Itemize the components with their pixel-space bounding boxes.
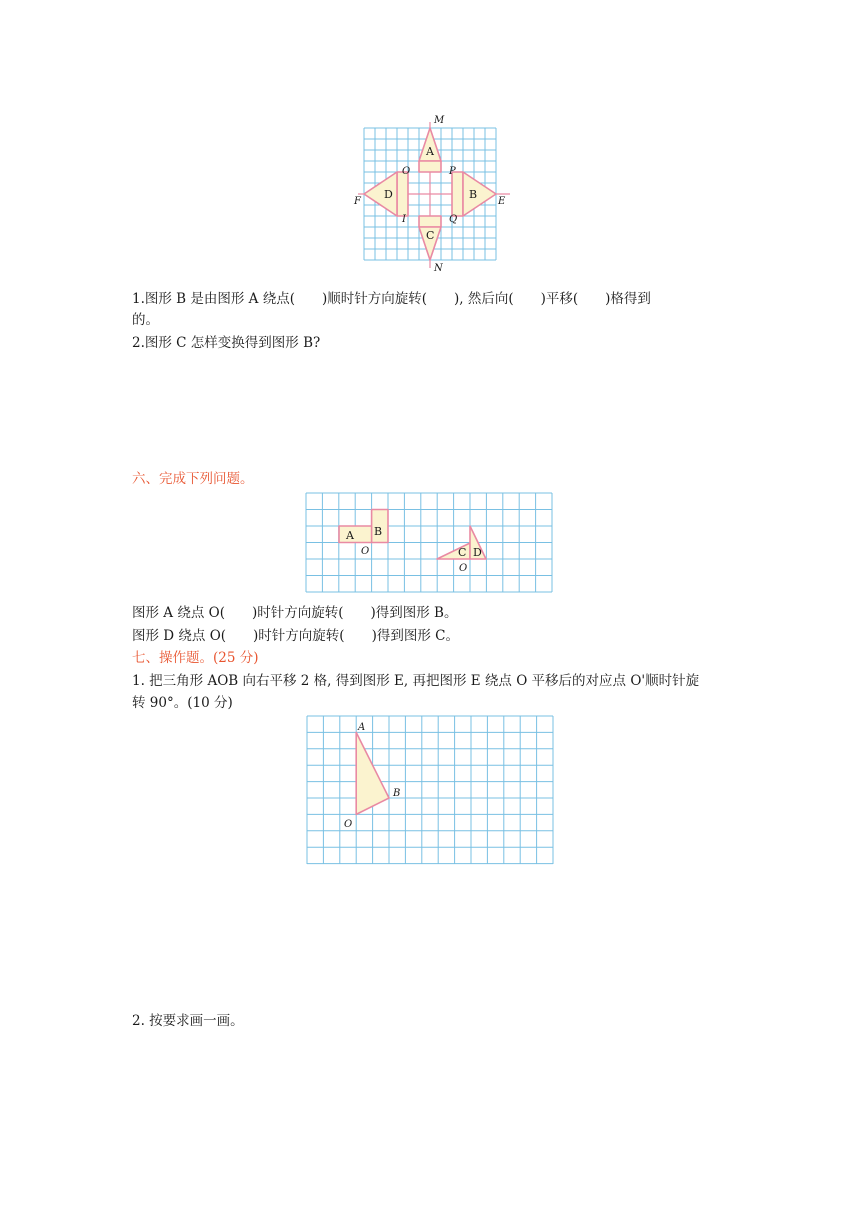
q7-2: 2. 按要求画一画。 (132, 1013, 244, 1029)
q7-1-line1: 1. 把三角形 AOB 向右平移 2 格, 得到图形 E, 再把图形 E 绕点 O 平移后的对应点 O'顺时针旋 (132, 673, 700, 689)
q7-1-line2: 转 90°。(10 分) (132, 695, 233, 711)
q5-1-line2: 的。 (132, 312, 159, 328)
section7-heading: 七、操作题。(25 分) (132, 650, 259, 666)
shape-b-tri (463, 172, 496, 216)
label-shape-c: C (426, 229, 435, 242)
q6-1: 图形 A 绕点 O( )时针方向旋转( )得到图形 B。 (132, 605, 458, 621)
label-b: B (374, 525, 383, 538)
label-o: O (344, 819, 353, 830)
q5-2: 2.图形 C 怎样变换得到图形 B? (132, 335, 321, 351)
label-c: C (458, 546, 467, 559)
figure-triangle-aob-grid (307, 716, 555, 866)
label-o: O (402, 166, 411, 177)
label-e: E (498, 196, 506, 207)
label-a: A (346, 529, 354, 542)
label-shape-d: D (384, 188, 393, 201)
figure-rotation-grid-1 (350, 112, 520, 277)
label-m: M (434, 115, 445, 126)
label-o-2: O (459, 563, 468, 574)
label-n: N (434, 263, 443, 274)
label-shape-b: B (469, 188, 478, 201)
section6-heading: 六、完成下列问题。 (132, 471, 254, 487)
shape-c-square (419, 216, 441, 227)
shape-b (452, 172, 463, 216)
shape-a-square (419, 161, 441, 172)
shape-d (397, 172, 408, 216)
label-shape-a: A (426, 145, 434, 158)
label-i: I (402, 214, 406, 225)
grid-lines (307, 716, 553, 864)
label-b: B (393, 788, 401, 799)
shape-a (339, 526, 372, 543)
label-p: P (449, 166, 456, 177)
q5-1-line1: 1.图形 B 是由图形 A 绕点( )顺时针方向旋转( ), 然后向( )平移( )格得到 (132, 291, 651, 307)
label-o-1: O (361, 546, 370, 557)
label-q: Q (449, 214, 458, 225)
q6-2: 图形 D 绕点 O( )时针方向旋转( )得到图形 C。 (132, 628, 459, 644)
label-a: A (358, 722, 366, 733)
figure-rotation-grid-2 (306, 493, 554, 593)
label-f: F (354, 196, 361, 207)
label-d: D (473, 546, 482, 559)
